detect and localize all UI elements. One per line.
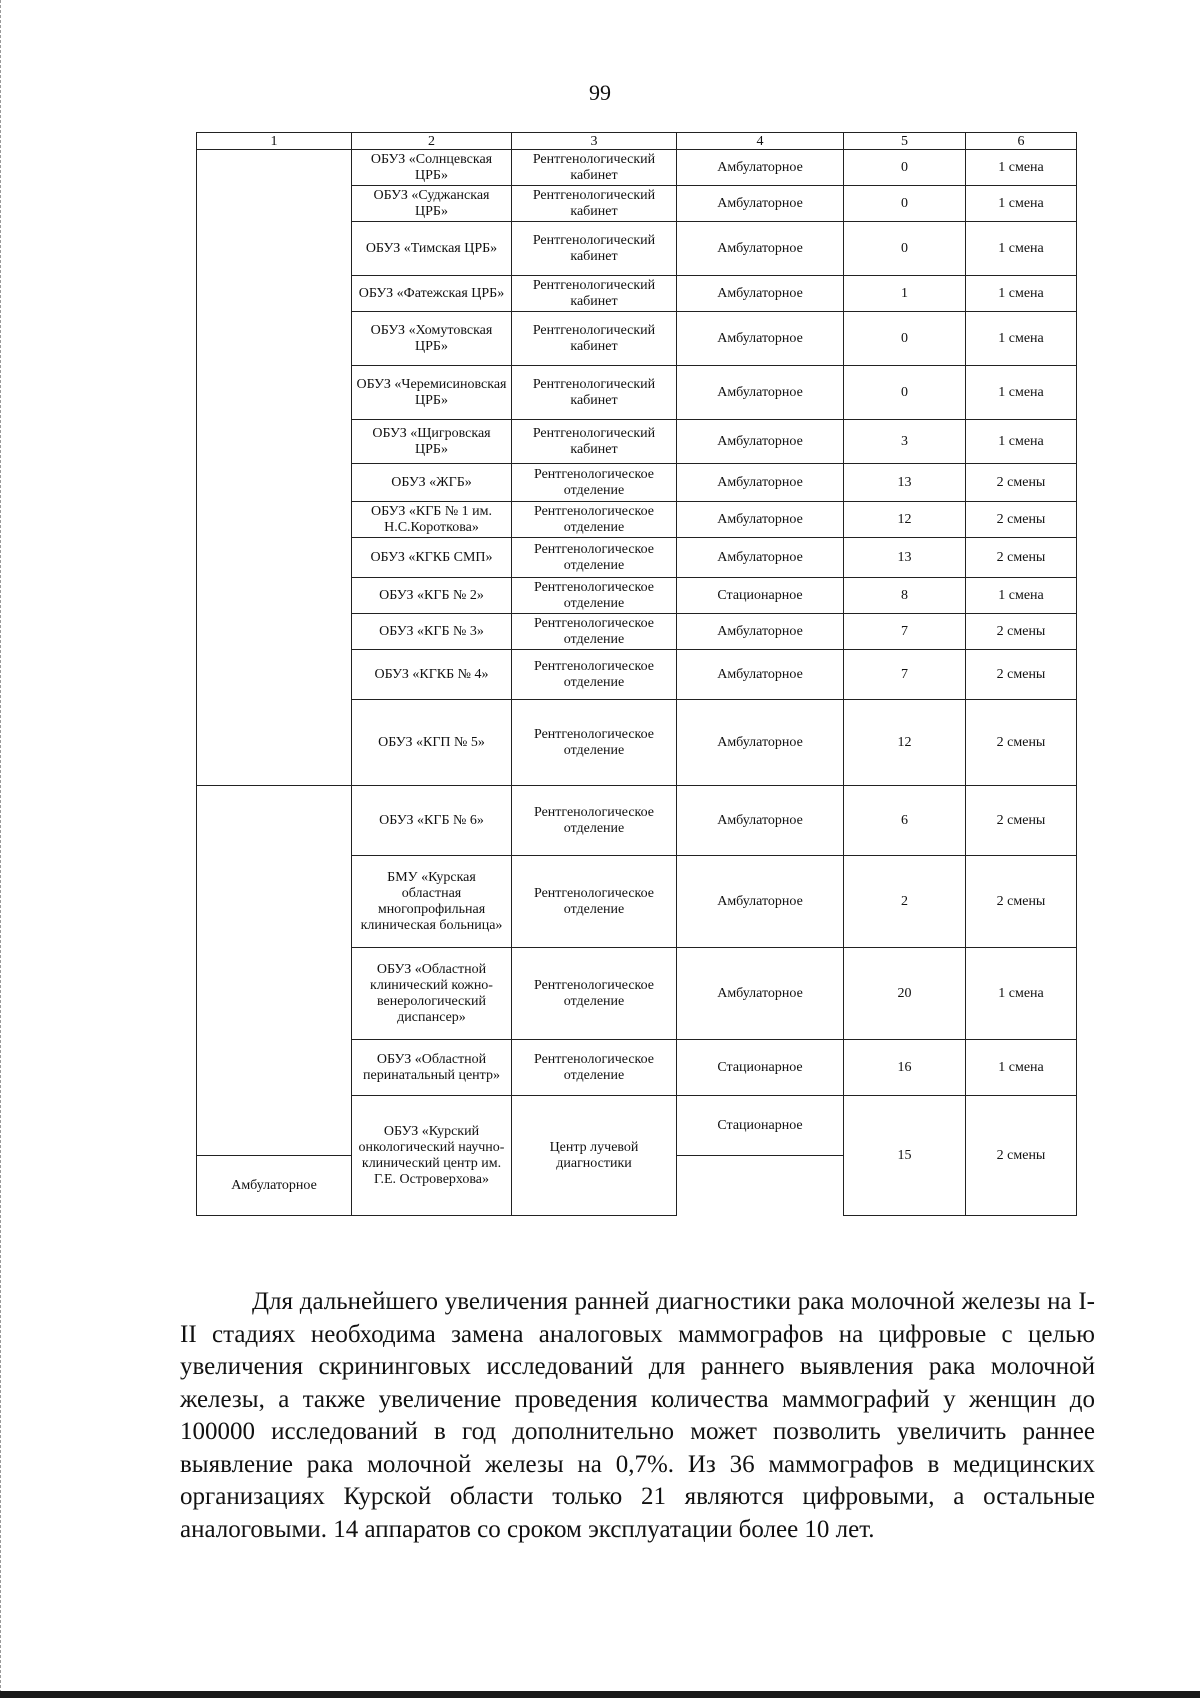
service-mode-cell: Амбулаторное xyxy=(677,700,844,786)
count-cell: 1 xyxy=(844,276,966,312)
org-cell: ОБУЗ «Тимская ЦРБ» xyxy=(352,222,512,276)
shifts-cell: 1 смена xyxy=(966,222,1077,276)
org-cell: ОБУЗ «Областной перинатальный центр» xyxy=(352,1040,512,1096)
col-header-5: 5 xyxy=(844,133,966,150)
service-mode-cell: Стационарное xyxy=(677,1040,844,1096)
unit-type-cell: Рентгенологический кабинет xyxy=(512,150,677,186)
service-mode-cell: Амбулаторное xyxy=(677,538,844,578)
service-mode-cell: Амбулаторное xyxy=(677,786,844,856)
shifts-cell: 2 смены xyxy=(966,502,1077,538)
unit-type-cell: Рентгенологический кабинет xyxy=(512,312,677,366)
unit-type-cell: Рентгенологический кабинет xyxy=(512,186,677,222)
service-mode-cell: Амбулаторное xyxy=(677,420,844,464)
org-cell: ОБУЗ «Черемисиновская ЦРБ» xyxy=(352,366,512,420)
org-cell: БМУ «Курская областная многопрофильная клиническая больница» xyxy=(352,856,512,948)
shifts-cell: 2 смены xyxy=(966,786,1077,856)
service-mode-cell: Амбулаторное xyxy=(677,150,844,186)
service-mode-cell: Амбулаторное xyxy=(197,1156,352,1216)
org-cell: ОБУЗ «Фатежская ЦРБ» xyxy=(352,276,512,312)
page-number: 99 xyxy=(589,80,611,105)
service-mode-cell: Амбулаторное xyxy=(677,464,844,502)
org-cell: ОБУЗ «Солнцевская ЦРБ» xyxy=(352,150,512,186)
scan-left-edge xyxy=(0,0,4,1698)
shifts-cell: 1 смена xyxy=(966,150,1077,186)
unit-type-cell: Рентгенологическое отделение xyxy=(512,948,677,1040)
service-mode-cell: Стационарное xyxy=(677,1096,844,1156)
section-number-cell xyxy=(197,786,352,1156)
unit-type-cell: Рентгенологический кабинет xyxy=(512,366,677,420)
shifts-cell: 2 смены xyxy=(966,1096,1077,1216)
count-cell: 16 xyxy=(844,1040,966,1096)
org-cell: ОБУЗ «Областной клинический кожно-венерологический диспансер» xyxy=(352,948,512,1040)
section-number-cell xyxy=(197,150,352,786)
count-cell: 0 xyxy=(844,312,966,366)
count-cell: 0 xyxy=(844,366,966,420)
shifts-cell: 1 смена xyxy=(966,1040,1077,1096)
shifts-cell: 2 смены xyxy=(966,856,1077,948)
unit-type-cell: Рентгенологическое отделение xyxy=(512,650,677,700)
count-cell: 6 xyxy=(844,786,966,856)
unit-type-cell: Рентгенологический кабинет xyxy=(512,276,677,312)
unit-type-cell: Рентгенологическое отделение xyxy=(512,464,677,502)
org-cell: ОБУЗ «КГП № 5» xyxy=(352,700,512,786)
org-cell: ОБУЗ «Щигровская ЦРБ» xyxy=(352,420,512,464)
shifts-cell: 2 смены xyxy=(966,614,1077,650)
unit-type-cell: Рентгенологическое отделение xyxy=(512,1040,677,1096)
shifts-cell: 2 смены xyxy=(966,650,1077,700)
count-cell: 3 xyxy=(844,420,966,464)
service-mode-cell: Амбулаторное xyxy=(677,856,844,948)
service-mode-cell: Амбулаторное xyxy=(677,614,844,650)
count-cell: 8 xyxy=(844,578,966,614)
scan-bottom-edge xyxy=(0,1691,1200,1698)
unit-type-cell: Рентгенологическое отделение xyxy=(512,856,677,948)
service-mode-cell: Амбулаторное xyxy=(677,276,844,312)
org-cell: ОБУЗ «Суджанская ЦРБ» xyxy=(352,186,512,222)
shifts-cell: 1 смена xyxy=(966,276,1077,312)
service-mode-cell: Амбулаторное xyxy=(677,502,844,538)
count-cell: 15 xyxy=(844,1096,966,1216)
col-header-4: 4 xyxy=(677,133,844,150)
shifts-cell: 1 смена xyxy=(966,578,1077,614)
unit-type-cell: Рентгенологическое отделение xyxy=(512,786,677,856)
org-cell: ОБУЗ «КГКБ № 4» xyxy=(352,650,512,700)
org-cell: ОБУЗ «ЖГБ» xyxy=(352,464,512,502)
table-row xyxy=(197,786,1077,856)
col-header-2: 2 xyxy=(352,133,512,150)
service-mode-cell: Амбулаторное xyxy=(677,948,844,1040)
shifts-cell: 1 смена xyxy=(966,312,1077,366)
org-cell: ОБУЗ «КГБ № 1 им. Н.С.Короткова» xyxy=(352,502,512,538)
facilities-table xyxy=(196,132,1077,1216)
unit-type-cell: Рентгенологическое отделение xyxy=(512,502,677,538)
col-header-6: 6 xyxy=(966,133,1077,150)
table-row xyxy=(197,150,1077,186)
col-header-1: 1 xyxy=(197,133,352,150)
count-cell: 12 xyxy=(844,502,966,538)
count-cell: 0 xyxy=(844,186,966,222)
shifts-cell: 1 смена xyxy=(966,948,1077,1040)
unit-type-cell: Рентгенологическое отделение xyxy=(512,700,677,786)
org-cell: ОБУЗ «КГБ № 2» xyxy=(352,578,512,614)
service-mode-cell: Амбулаторное xyxy=(677,186,844,222)
unit-type-cell: Рентгенологическое отделение xyxy=(512,578,677,614)
count-cell: 13 xyxy=(844,464,966,502)
unit-type-cell: Центр лучевой диагностики xyxy=(512,1096,677,1216)
unit-type-cell: Рентгенологическое отделение xyxy=(512,538,677,578)
unit-type-cell: Рентгенологический кабинет xyxy=(512,420,677,464)
count-cell: 20 xyxy=(844,948,966,1040)
body-paragraph: Для дальнейшего увеличения ранней диагностики рака молочной железы на I-II стадиях необходима замена аналоговых маммографов на цифровые с целью увеличения скрининговых исследований для раннего выявления рака молочной железы, а также увеличение проведения количества маммографий у женщин до 100000 исследований в год дополнительно может позволить увеличить раннее выявление рака молочной железы на 0,7%. Из 36 маммографов в медицинских организациях Курской области только 21 являются цифровыми, а остальные аналоговыми. 14 аппаратов со сроком эксплуатации более 10 лет. xyxy=(180,1288,1095,1543)
count-cell: 0 xyxy=(844,150,966,186)
count-cell: 0 xyxy=(844,222,966,276)
count-cell: 13 xyxy=(844,538,966,578)
col-header-3: 3 xyxy=(512,133,677,150)
count-cell: 7 xyxy=(844,614,966,650)
org-cell: ОБУЗ «Курский онкологический научно-клинический центр им. Г.Е. Островерхова» xyxy=(352,1096,512,1216)
service-mode-cell: Стационарное xyxy=(677,578,844,614)
count-cell: 12 xyxy=(844,700,966,786)
unit-type-cell: Рентгенологический кабинет xyxy=(512,222,677,276)
count-cell: 7 xyxy=(844,650,966,700)
table-header-row xyxy=(197,133,1077,150)
shifts-cell: 1 смена xyxy=(966,186,1077,222)
org-cell: ОБУЗ «КГБ № 6» xyxy=(352,786,512,856)
service-mode-cell: Амбулаторное xyxy=(677,650,844,700)
org-cell: ОБУЗ «Хомутовская ЦРБ» xyxy=(352,312,512,366)
service-mode-cell: Амбулаторное xyxy=(677,312,844,366)
service-mode-cell: Амбулаторное xyxy=(677,222,844,276)
shifts-cell: 2 смены xyxy=(966,700,1077,786)
shifts-cell: 2 смены xyxy=(966,538,1077,578)
shifts-cell: 2 смены xyxy=(966,464,1077,502)
shifts-cell: 1 смена xyxy=(966,420,1077,464)
service-mode-cell: Амбулаторное xyxy=(677,366,844,420)
shifts-cell: 1 смена xyxy=(966,366,1077,420)
unit-type-cell: Рентгенологическое отделение xyxy=(512,614,677,650)
org-cell: ОБУЗ «КГБ № 3» xyxy=(352,614,512,650)
org-cell: ОБУЗ «КГКБ СМП» xyxy=(352,538,512,578)
count-cell: 2 xyxy=(844,856,966,948)
